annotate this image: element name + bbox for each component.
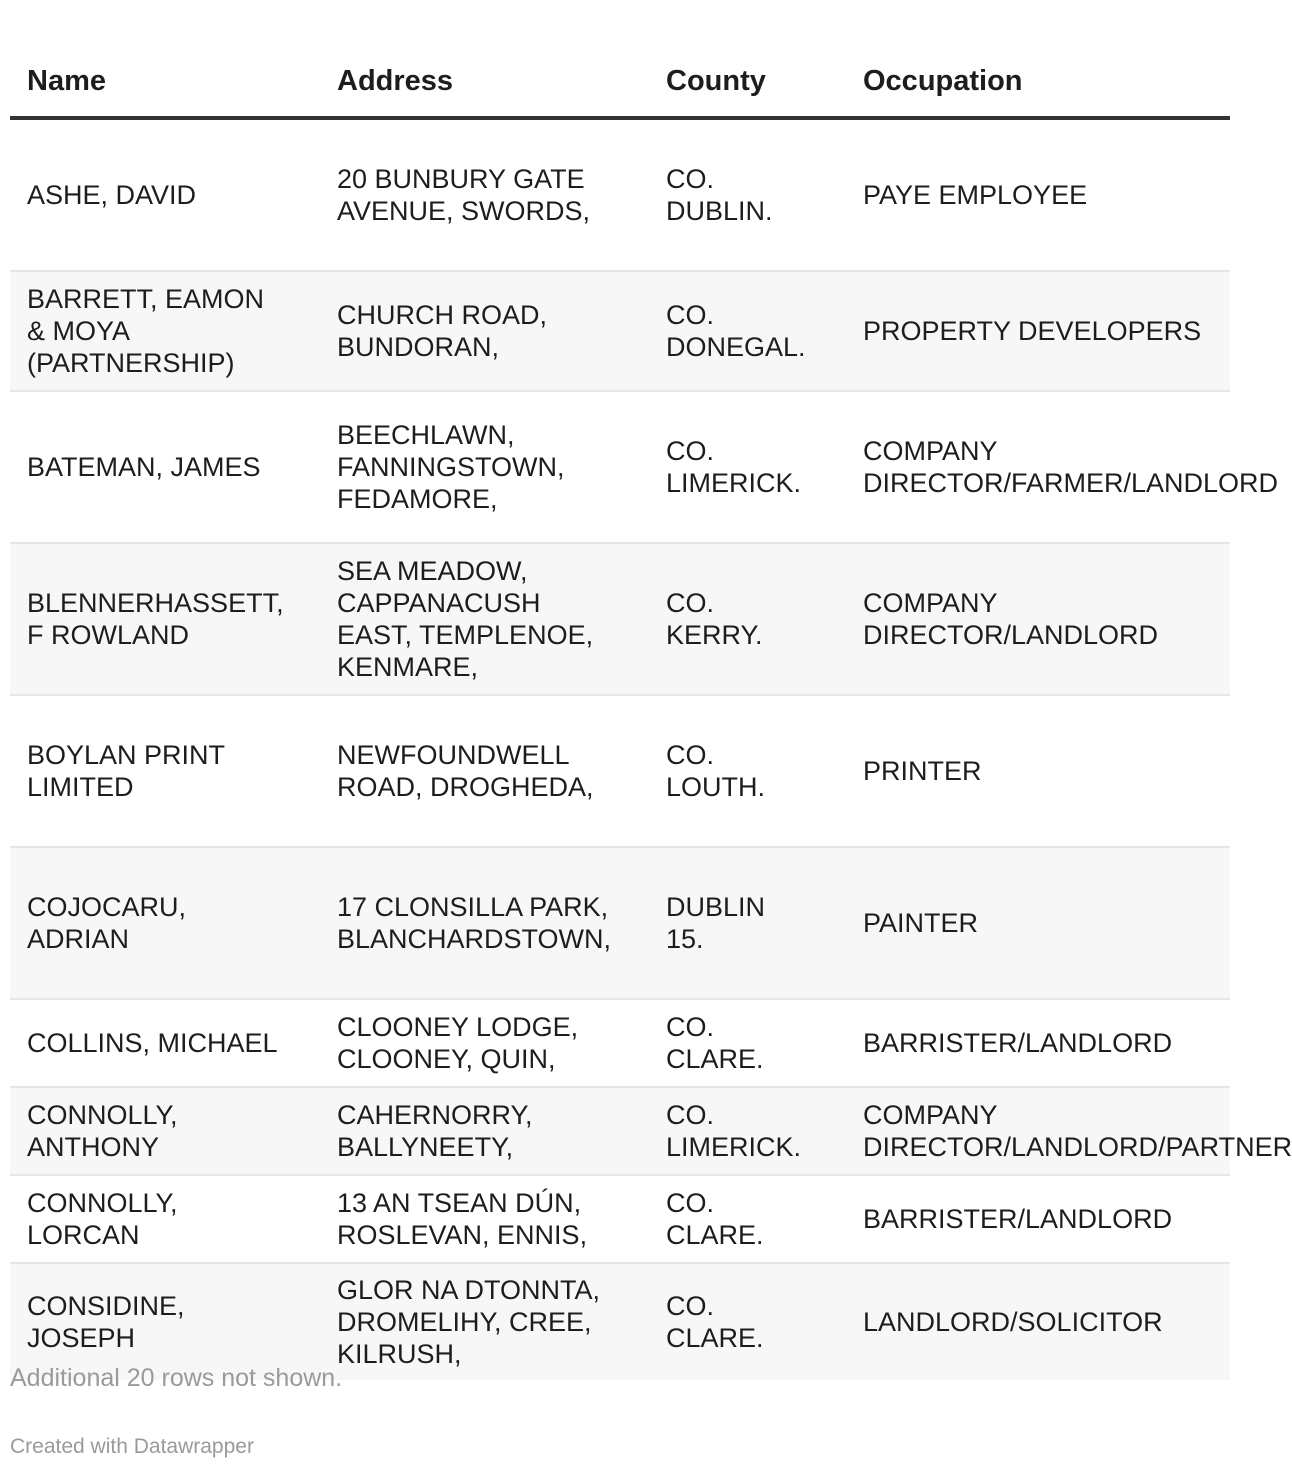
cell-line: CO.	[666, 1100, 715, 1130]
cell-line: CONNOLLY,	[27, 1188, 178, 1218]
cell-line: NEWFOUNDWELL	[337, 740, 570, 770]
column-header-occupation[interactable]: Occupation	[846, 0, 1230, 118]
table-row	[10, 271, 1230, 391]
cell-name	[10, 847, 320, 999]
cell-name	[10, 1087, 320, 1175]
cell-name	[10, 1263, 320, 1380]
cell-line: COMPANY	[863, 436, 998, 466]
column-header-address[interactable]: Address	[320, 0, 649, 118]
cell-line: BUNDORAN,	[337, 332, 500, 362]
cell-line: CLARE.	[666, 1220, 764, 1250]
data-table-container	[10, 0, 1292, 1380]
cell-line: GLOR NA DTONNTA,	[337, 1275, 601, 1305]
cell-name	[10, 1175, 320, 1263]
cell-line: DIRECTOR/FARMER/LANDLORD	[863, 468, 1279, 498]
cell-line: BEECHLAWN,	[337, 420, 515, 450]
table-row	[10, 999, 1230, 1087]
cell-occupation	[846, 1087, 1292, 1175]
cell-line: PAINTER	[863, 908, 979, 938]
cell-line: COMPANY	[863, 1100, 998, 1130]
cell-line: SEA MEADOW,	[337, 556, 528, 586]
cell-line: 20 BUNBURY GATE	[337, 164, 585, 194]
cell-line: CO.	[666, 436, 715, 466]
cell-line: BLENNERHASSETT,	[27, 588, 284, 618]
cell-line: ROAD, DROGHEDA,	[337, 772, 594, 802]
cell-line: BLANCHARDSTOWN,	[337, 924, 612, 954]
cell-line: DONEGAL.	[666, 332, 806, 362]
cell-line: CO.	[666, 740, 715, 770]
table-body	[10, 118, 1292, 1380]
cell-line: BOYLAN PRINT	[27, 740, 226, 770]
cell-line: 17 CLONSILLA PARK,	[337, 892, 609, 922]
cell-line: CHURCH ROAD,	[337, 300, 548, 330]
cell-address	[320, 1263, 649, 1380]
cell-name	[10, 543, 320, 695]
cell-county	[649, 118, 846, 271]
table-row	[10, 543, 1230, 695]
table-row	[10, 847, 1230, 999]
cell-line: LORCAN	[27, 1220, 140, 1250]
cell-line: DROMELIHY, CREE,	[337, 1307, 592, 1337]
cell-county	[649, 999, 846, 1087]
cell-occupation	[846, 391, 1279, 543]
cell-name	[10, 695, 320, 847]
column-header-name[interactable]: Name	[10, 0, 320, 118]
cell-line: CO.	[666, 588, 715, 618]
cell-county	[649, 271, 846, 391]
cell-line: FEDAMORE,	[337, 484, 498, 514]
cell-line: DIRECTOR/LANDLORD	[863, 620, 1159, 650]
cell-line: COLLINS, MICHAEL	[27, 1028, 278, 1058]
cell-address	[320, 695, 649, 847]
cell-address	[320, 118, 649, 271]
cell-line: KENMARE,	[337, 652, 479, 682]
table-row	[10, 1263, 1230, 1380]
table-row	[10, 1087, 1230, 1175]
cell-line: CO.	[666, 1291, 715, 1321]
cell-occupation	[846, 695, 1230, 847]
cell-occupation	[846, 1175, 1230, 1263]
cell-occupation	[846, 543, 1230, 695]
cell-line: DUBLIN	[666, 892, 766, 922]
table-row	[10, 695, 1230, 847]
cell-line: LOUTH.	[666, 772, 766, 802]
cell-address	[320, 847, 649, 999]
cell-line: CLOONEY, QUIN,	[337, 1044, 556, 1074]
cell-line: FANNINGSTOWN,	[337, 452, 565, 482]
cell-line: JOSEPH	[27, 1323, 136, 1353]
cell-line: CAHERNORRY,	[337, 1100, 533, 1130]
cell-county	[649, 391, 846, 543]
cell-county	[649, 1087, 846, 1175]
cell-line: ADRIAN	[27, 924, 130, 954]
cell-line: CO.	[666, 164, 715, 194]
cell-line: LANDLORD/SOLICITOR	[863, 1307, 1163, 1337]
cell-line: CLOONEY LODGE,	[337, 1012, 579, 1042]
cell-line: 15.	[666, 924, 704, 954]
cell-line: CO.	[666, 300, 715, 330]
cell-line: CLARE.	[666, 1323, 764, 1353]
cell-line: CAPPANACUSH	[337, 588, 541, 618]
cell-line: AVENUE, SWORDS,	[337, 196, 591, 226]
cell-line: ROSLEVAN, ENNIS,	[337, 1220, 588, 1250]
cell-line: ASHE, DAVID	[27, 180, 197, 210]
cell-line: LIMITED	[27, 772, 134, 802]
cell-county	[649, 543, 846, 695]
cell-address	[320, 1175, 649, 1263]
cell-name	[10, 271, 320, 391]
cell-line: PAYE EMPLOYEE	[863, 180, 1088, 210]
cell-line: COJOCARU,	[27, 892, 187, 922]
cell-name	[10, 118, 320, 271]
cell-line: KILRUSH,	[337, 1339, 462, 1369]
cell-occupation	[846, 118, 1230, 271]
cell-line: PRINTER	[863, 756, 982, 786]
cell-line: BATEMAN, JAMES	[27, 452, 261, 482]
cell-line: LIMERICK.	[666, 1132, 802, 1162]
cell-name	[10, 391, 320, 543]
column-header-county[interactable]: County	[649, 0, 846, 118]
table-row	[10, 391, 1230, 543]
data-table	[10, 0, 1292, 1380]
cell-occupation	[846, 271, 1230, 391]
cell-occupation	[846, 999, 1230, 1087]
cell-address	[320, 999, 649, 1087]
cell-line: ANTHONY	[27, 1132, 160, 1162]
cell-line: BARRETT, EAMON	[27, 284, 265, 314]
table-row	[10, 118, 1230, 271]
cell-line: KERRY.	[666, 620, 763, 650]
table-header	[10, 0, 1230, 118]
cell-line: DIRECTOR/LANDLORD/PARTNER	[863, 1132, 1292, 1162]
cell-line: CLARE.	[666, 1044, 764, 1074]
cell-address	[320, 391, 649, 543]
cell-line: LIMERICK.	[666, 468, 802, 498]
cell-line: CO.	[666, 1012, 715, 1042]
cell-address	[320, 1087, 649, 1175]
cell-line: CONNOLLY,	[27, 1100, 178, 1130]
cell-line: BARRISTER/LANDLORD	[863, 1028, 1173, 1058]
cell-address	[320, 543, 649, 695]
cell-line: (PARTNERSHIP)	[27, 348, 235, 378]
cell-county	[649, 1263, 846, 1380]
header-row	[10, 0, 1230, 118]
table-row	[10, 1175, 1230, 1263]
cell-county	[649, 1175, 846, 1263]
cell-name	[10, 999, 320, 1087]
credit-line: Created with Datawrapper	[10, 1435, 254, 1458]
cell-line: COMPANY	[863, 588, 998, 618]
cell-county	[649, 695, 846, 847]
cell-line: & MOYA	[27, 316, 131, 346]
cell-occupation	[846, 1263, 1230, 1380]
cell-line: EAST, TEMPLENOE,	[337, 620, 594, 650]
cell-line: BARRISTER/LANDLORD	[863, 1204, 1173, 1234]
cell-address	[320, 271, 649, 391]
cell-line: DUBLIN.	[666, 196, 773, 226]
cell-line: 13 AN TSEAN DÚN,	[337, 1188, 582, 1218]
cell-line: PROPERTY DEVELOPERS	[863, 316, 1202, 346]
cell-line: CONSIDINE,	[27, 1291, 185, 1321]
cell-line: BALLYNEETY,	[337, 1132, 514, 1162]
cell-county	[649, 847, 846, 999]
cell-line: F ROWLAND	[27, 620, 189, 650]
cell-line: CO.	[666, 1188, 715, 1218]
cell-occupation	[846, 847, 1230, 999]
footnote: Additional 20 rows not shown.	[10, 1364, 343, 1392]
